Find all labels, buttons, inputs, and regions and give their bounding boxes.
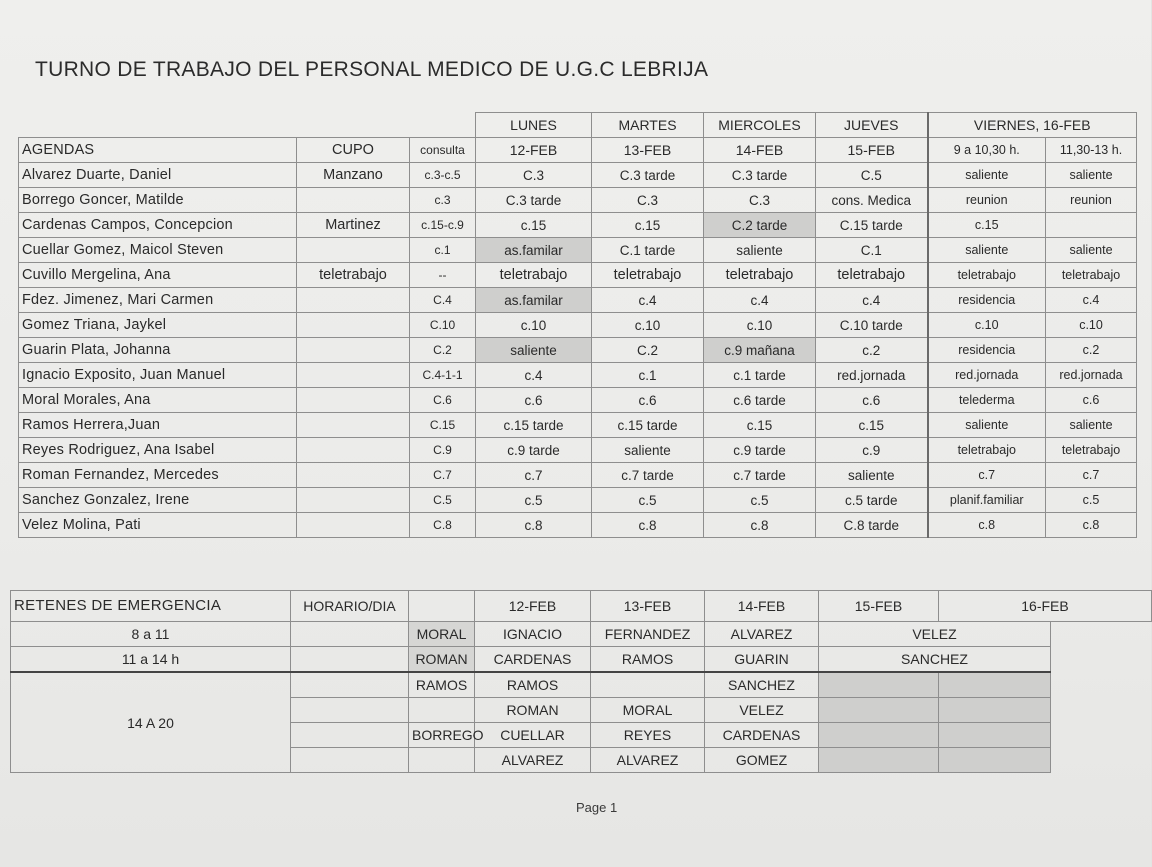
- empty-cell: [291, 723, 409, 748]
- cupo-cell: [297, 313, 410, 338]
- shift-cell: c.6 tarde: [704, 388, 816, 413]
- shift-cell: telederma: [928, 388, 1046, 413]
- cupo-cell: [297, 488, 410, 513]
- shift-cell: C.10 tarde: [816, 313, 928, 338]
- shift-cell: c.8: [928, 513, 1046, 538]
- day-header-row: [19, 113, 1137, 138]
- cupo-cell: [297, 188, 410, 213]
- horario-header: HORARIO/DIA: [291, 591, 409, 622]
- shift-cell: c.5: [476, 488, 592, 513]
- shift-cell: c.6: [1046, 388, 1137, 413]
- shift-cell: C.2: [592, 338, 704, 363]
- on-call-name: RAMOS: [475, 672, 591, 698]
- shift-cell: c.6: [476, 388, 592, 413]
- shift-cell: saliente: [928, 163, 1046, 188]
- shift-cell: c.15 tarde: [592, 413, 704, 438]
- shift-cell: c.8: [476, 513, 592, 538]
- on-call-name: [409, 698, 475, 723]
- slot-time: 11 a 14 h: [11, 647, 291, 673]
- page-number: Page 1: [576, 800, 618, 815]
- shift-cell: c.15: [476, 213, 592, 238]
- shift-cell: c.7: [1046, 463, 1137, 488]
- table-row: [19, 438, 1137, 463]
- cupo-cell: [297, 363, 410, 388]
- consulta-cell: C.4-1-1: [410, 363, 476, 388]
- shift-cell: red.jornada: [816, 363, 928, 388]
- on-call-name: [591, 672, 705, 698]
- on-call-name: CARDENAS: [475, 647, 591, 673]
- on-call-name: REYES: [591, 723, 705, 748]
- cupo-cell: teletrabajo: [297, 263, 410, 288]
- shift-cell: teletrabajo: [592, 263, 704, 288]
- column-header-friday-slot: 11,30-13 h.: [1046, 138, 1137, 163]
- shift-cell: reunion: [1046, 188, 1137, 213]
- shift-cell: reunion: [928, 188, 1046, 213]
- shift-cell: c.5: [704, 488, 816, 513]
- doctor-name: Cardenas Campos, Concepcion: [19, 213, 297, 238]
- on-call-name: [409, 748, 475, 773]
- doctor-name: Gomez Triana, Jaykel: [19, 313, 297, 338]
- on-call-name: ALVAREZ: [705, 622, 819, 647]
- shift-cell: C.3 tarde: [476, 188, 592, 213]
- on-call-name: ROMAN: [475, 698, 591, 723]
- shaded-cell: [819, 698, 939, 723]
- shift-cell: saliente: [1046, 238, 1137, 263]
- shift-cell: c.5: [592, 488, 704, 513]
- cupo-cell: [297, 238, 410, 263]
- cupo-cell: [297, 288, 410, 313]
- doctor-name: Cuvillo Mergelina, Ana: [19, 263, 297, 288]
- emergency-header-row: [11, 591, 1152, 622]
- emergency-slot-row: [11, 622, 1152, 647]
- consulta-cell: C.15: [410, 413, 476, 438]
- shift-cell: c.2: [816, 338, 928, 363]
- shift-cell: c.4: [816, 288, 928, 313]
- column-header-agendas: AGENDAS: [19, 138, 297, 163]
- shift-cell: c.15: [928, 213, 1046, 238]
- emergency-slot-row: [11, 647, 1152, 673]
- shift-cell: residencia: [928, 338, 1046, 363]
- shift-cell: saliente: [1046, 413, 1137, 438]
- table-row: [19, 463, 1137, 488]
- shift-cell: c.5: [1046, 488, 1137, 513]
- table-row: [19, 363, 1137, 388]
- day-header-martes: MARTES: [592, 113, 704, 138]
- shift-cell: residencia: [928, 288, 1046, 313]
- shaded-cell: [819, 723, 939, 748]
- shift-cell: saliente: [1046, 163, 1137, 188]
- table-row: [19, 163, 1137, 188]
- doctor-name: Reyes Rodriguez, Ana Isabel: [19, 438, 297, 463]
- shift-cell: as.familar: [476, 238, 592, 263]
- on-call-name: GUARIN: [705, 647, 819, 673]
- shift-cell: teletrabajo: [476, 263, 592, 288]
- on-call-name: CUELLAR: [475, 723, 591, 748]
- cupo-cell: Martinez: [297, 213, 410, 238]
- column-header-cupo: CUPO: [297, 138, 410, 163]
- on-call-name: SANCHEZ: [819, 647, 1051, 673]
- doctor-name: Sanchez Gonzalez, Irene: [19, 488, 297, 513]
- shift-cell: c.4: [476, 363, 592, 388]
- column-header-date: 13-FEB: [592, 138, 704, 163]
- on-call-name: VELEZ: [705, 698, 819, 723]
- shaded-cell: [819, 672, 939, 698]
- shift-cell: c.1: [592, 363, 704, 388]
- doctor-name: Borrego Goncer, Matilde: [19, 188, 297, 213]
- on-call-name: IGNACIO: [475, 622, 591, 647]
- on-call-name: ALVAREZ: [475, 748, 591, 773]
- shift-cell: c.6: [816, 388, 928, 413]
- shift-cell: teletrabajo: [928, 438, 1046, 463]
- on-call-name: SANCHEZ: [705, 672, 819, 698]
- shift-cell: c.15: [592, 213, 704, 238]
- shift-cell: as.familar: [476, 288, 592, 313]
- cupo-cell: [297, 413, 410, 438]
- shift-cell: c.10: [592, 313, 704, 338]
- shift-cell: teletrabajo: [704, 263, 816, 288]
- shift-cell: teletrabajo: [928, 263, 1046, 288]
- consulta-cell: --: [410, 263, 476, 288]
- shift-cell: c.7: [928, 463, 1046, 488]
- emergency-date: 12-FEB: [475, 591, 591, 622]
- consulta-cell: C.4: [410, 288, 476, 313]
- shift-cell: teletrabajo: [1046, 263, 1137, 288]
- shift-cell: saliente: [476, 338, 592, 363]
- shift-cell: c.8: [592, 513, 704, 538]
- doctor-name: Fdez. Jimenez, Mari Carmen: [19, 288, 297, 313]
- shift-cell: c.1 tarde: [704, 363, 816, 388]
- shift-cell: C.3: [592, 188, 704, 213]
- cupo-cell: [297, 463, 410, 488]
- shift-cell: c.15 tarde: [476, 413, 592, 438]
- shift-cell: c.10: [928, 313, 1046, 338]
- shift-cell: c.8: [704, 513, 816, 538]
- emergency-label: RETENES DE EMERGENCIA: [11, 591, 291, 622]
- doctor-name: Roman Fernandez, Mercedes: [19, 463, 297, 488]
- table-row: [19, 338, 1137, 363]
- consulta-cell: c.3-c.5: [410, 163, 476, 188]
- cupo-cell: [297, 438, 410, 463]
- shift-cell: C.3 tarde: [592, 163, 704, 188]
- shift-cell: planif.familiar: [928, 488, 1046, 513]
- doctor-name: Guarin Plata, Johanna: [19, 338, 297, 363]
- day-header-lunes: LUNES: [476, 113, 592, 138]
- shaded-cell: [819, 748, 939, 773]
- table-row: [19, 313, 1137, 338]
- column-header-consulta: consulta: [410, 138, 476, 163]
- shift-cell: c.9 tarde: [476, 438, 592, 463]
- empty-cell: [291, 698, 409, 723]
- table-row: [19, 413, 1137, 438]
- shift-cell: c.10: [1046, 313, 1137, 338]
- cupo-cell: [297, 513, 410, 538]
- on-call-name: RAMOS: [591, 647, 705, 673]
- cupo-cell: [297, 388, 410, 413]
- on-call-name: GOMEZ: [705, 748, 819, 773]
- shift-cell: cons. Medica: [816, 188, 928, 213]
- empty-cell: [291, 748, 409, 773]
- column-header-date: 15-FEB: [816, 138, 928, 163]
- shift-cell: c.7: [476, 463, 592, 488]
- consulta-cell: c.1: [410, 238, 476, 263]
- table-row: [19, 213, 1137, 238]
- day-header-jueves: JUEVES: [816, 113, 928, 138]
- on-call-name: ALVAREZ: [591, 748, 705, 773]
- on-call-name: CARDENAS: [705, 723, 819, 748]
- consulta-cell: c.3: [410, 188, 476, 213]
- on-call-name: ROMAN: [409, 647, 475, 673]
- shift-cell: C.3: [476, 163, 592, 188]
- shift-cell: C.3: [704, 188, 816, 213]
- emergency-date: 14-FEB: [705, 591, 819, 622]
- shift-cell: C.3 tarde: [704, 163, 816, 188]
- consulta-cell: C.5: [410, 488, 476, 513]
- table-row: [19, 238, 1137, 263]
- consulta-cell: C.7: [410, 463, 476, 488]
- shift-cell: c.8: [1046, 513, 1137, 538]
- shift-cell: c.10: [476, 313, 592, 338]
- shift-cell: C.1: [816, 238, 928, 263]
- shift-cell: c.15: [704, 413, 816, 438]
- shift-cell: c.6: [592, 388, 704, 413]
- doctor-name: Alvarez Duarte, Daniel: [19, 163, 297, 188]
- shift-cell: saliente: [928, 238, 1046, 263]
- shift-cell: teletrabajo: [816, 263, 928, 288]
- column-header-row: [19, 138, 1137, 163]
- shift-cell: c.10: [704, 313, 816, 338]
- shift-cell: c.9 mañana: [704, 338, 816, 363]
- shift-cell: c.9: [816, 438, 928, 463]
- slot-time: 8 a 11: [11, 622, 291, 647]
- shift-cell: c.15: [816, 413, 928, 438]
- doctor-name: Ignacio Exposito, Juan Manuel: [19, 363, 297, 388]
- cupo-cell: [297, 338, 410, 363]
- column-header-date: 12-FEB: [476, 138, 592, 163]
- emergency-table: [10, 590, 1152, 773]
- doctor-name: Cuellar Gomez, Maicol Steven: [19, 238, 297, 263]
- table-row: [19, 388, 1137, 413]
- shift-cell: saliente: [592, 438, 704, 463]
- shift-cell: saliente: [704, 238, 816, 263]
- emergency-afternoon-row: [11, 672, 1152, 698]
- emergency-date: 16-FEB: [939, 591, 1152, 622]
- empty-cell: [291, 647, 409, 673]
- shift-cell: C.8 tarde: [816, 513, 928, 538]
- afternoon-time: 14 A 20: [11, 672, 291, 773]
- column-header-friday-slot: 9 a 10,30 h.: [928, 138, 1046, 163]
- cupo-cell: Manzano: [297, 163, 410, 188]
- shift-cell: c.4: [704, 288, 816, 313]
- emergency-date: 13-FEB: [591, 591, 705, 622]
- emergency-date: 15-FEB: [819, 591, 939, 622]
- table-row: [19, 288, 1137, 313]
- table-row: [19, 188, 1137, 213]
- shift-cell: saliente: [928, 413, 1046, 438]
- on-call-name: RAMOS: [409, 672, 475, 698]
- empty-cell: [291, 672, 409, 698]
- column-header-date: 14-FEB: [704, 138, 816, 163]
- table-row: [19, 263, 1137, 288]
- shaded-cell: [939, 698, 1051, 723]
- shift-cell: c.4: [1046, 288, 1137, 313]
- doctor-name: Moral Morales, Ana: [19, 388, 297, 413]
- shift-cell: c.5 tarde: [816, 488, 928, 513]
- shaded-cell: [939, 748, 1051, 773]
- shaded-cell: [939, 723, 1051, 748]
- consulta-cell: c.15-c.9: [410, 213, 476, 238]
- shift-cell: c.9 tarde: [704, 438, 816, 463]
- shift-cell: [1046, 213, 1137, 238]
- day-header-viernes: VIERNES, 16-FEB: [928, 113, 1137, 138]
- consulta-cell: C.8: [410, 513, 476, 538]
- shift-cell: C.5: [816, 163, 928, 188]
- shift-cell: teletrabajo: [1046, 438, 1137, 463]
- doctor-name: Velez Molina, Pati: [19, 513, 297, 538]
- doctor-name: Ramos Herrera,Juan: [19, 413, 297, 438]
- shift-cell: c.7 tarde: [704, 463, 816, 488]
- shift-cell: c.7 tarde: [592, 463, 704, 488]
- on-call-name: BORREGO: [409, 723, 475, 748]
- schedule-table: [18, 112, 1137, 538]
- consulta-cell: C.2: [410, 338, 476, 363]
- table-row: [19, 513, 1137, 538]
- on-call-name: MORAL: [409, 622, 475, 647]
- shift-cell: C.2 tarde: [704, 213, 816, 238]
- shift-cell: C.15 tarde: [816, 213, 928, 238]
- shift-cell: c.2: [1046, 338, 1137, 363]
- shaded-cell: [939, 672, 1051, 698]
- consulta-cell: C.6: [410, 388, 476, 413]
- day-header-miercoles: MIERCOLES: [704, 113, 816, 138]
- shift-cell: red.jornada: [928, 363, 1046, 388]
- on-call-name: MORAL: [591, 698, 705, 723]
- table-row: [19, 488, 1137, 513]
- on-call-name: VELEZ: [819, 622, 1051, 647]
- shift-cell: saliente: [816, 463, 928, 488]
- shift-cell: c.4: [592, 288, 704, 313]
- consulta-cell: C.9: [410, 438, 476, 463]
- page-title: TURNO DE TRABAJO DEL PERSONAL MEDICO DE U.G.C LEBRIJA: [35, 58, 709, 81]
- on-call-name: FERNANDEZ: [591, 622, 705, 647]
- consulta-cell: C.10: [410, 313, 476, 338]
- shift-cell: C.1 tarde: [592, 238, 704, 263]
- empty-cell: [291, 622, 409, 647]
- shift-cell: red.jornada: [1046, 363, 1137, 388]
